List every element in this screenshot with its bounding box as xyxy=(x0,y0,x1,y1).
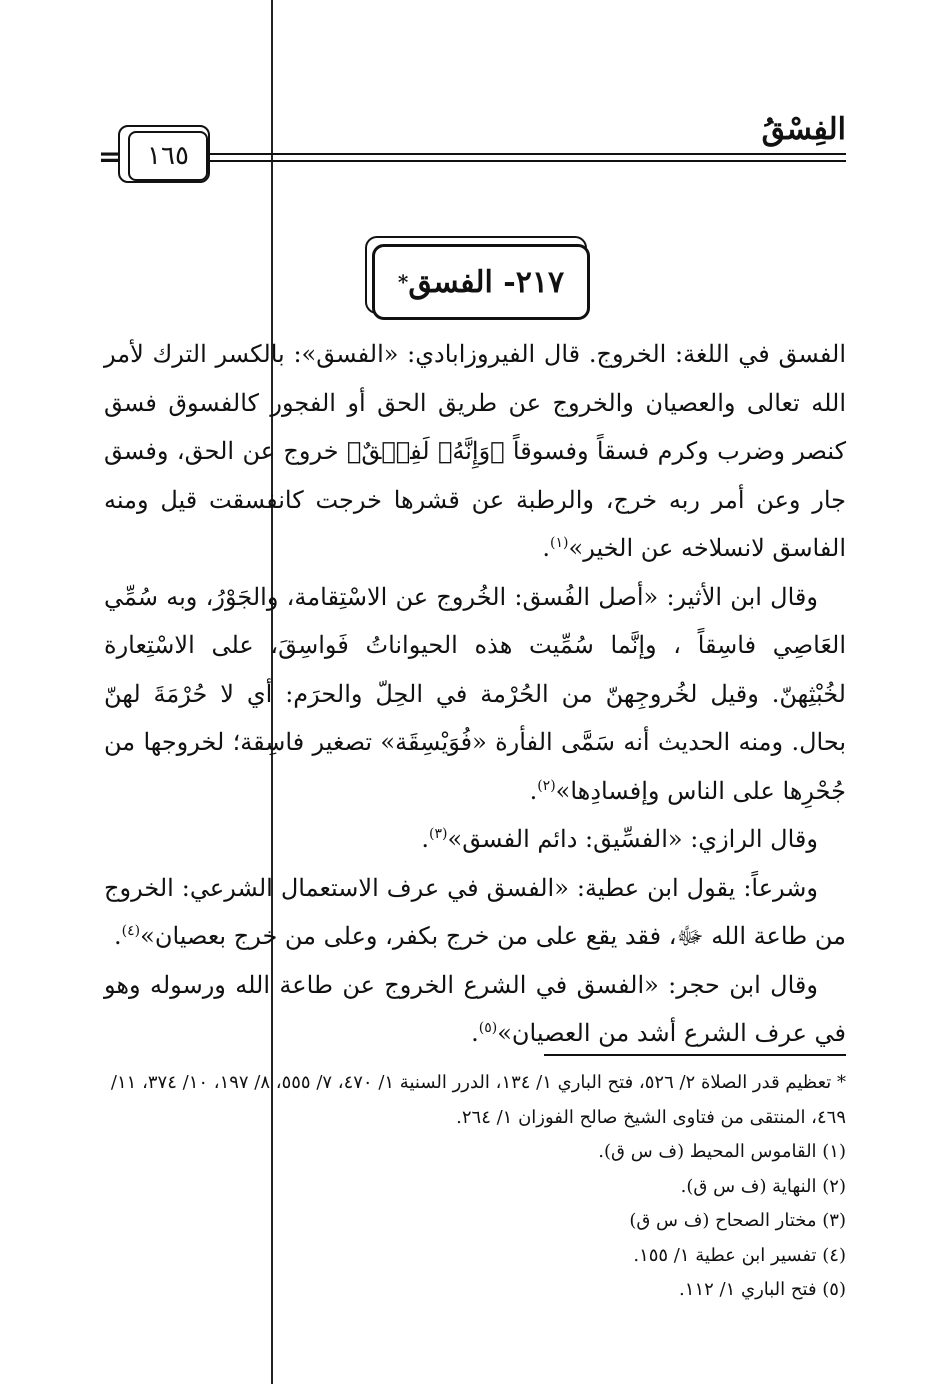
footnote-5: (٥) فتح الباري ١/ ١١٢. xyxy=(679,1279,846,1300)
footnote-1: (١) القاموس المحيط (ف س ق). xyxy=(598,1141,846,1162)
chapter-title-footnote-marker: * xyxy=(397,270,409,294)
paragraph-text: وقال ابن حجر: «الفسق في الشرع الخروج عن طاعة الله ورسوله وهو في عرف الشرع أشد من العصيان» xyxy=(104,970,846,1047)
header-rule-top xyxy=(210,153,846,155)
footnote-2: (٢) النهاية (ف س ق). xyxy=(680,1175,846,1197)
footnote-ref: (١) xyxy=(550,535,569,551)
footnote-separator xyxy=(544,1054,846,1056)
paragraph-text: الفسق في اللغة: الخروج. قال الفيروزابادي: «الفسق»: بالكسر الترك لأمر الله تعالى والعصيان والخروج عن طريق الحق أو الفجور كالفسوق فسق كنصر وضرب وكرم فسقاً وفسوقاً ﴿وَإِنَّهُۥ لَفِسۡقٌ﴾ خروج عن الحق، وفسق جار وعن أمر ربه خرج، والرطبة عن قشرها خرجت كانفسقت قيل ومنه الفاسق لانسلاخه عن الخير» xyxy=(104,340,846,562)
footnote-4: (٤) تفسير ابن عطية ١/ ١٥٥. xyxy=(633,1244,846,1266)
running-head-title: الفِسْقُ xyxy=(761,112,846,147)
footnote-ref: (٤) xyxy=(121,923,141,939)
chapter-title: ٢١٧- الفسق xyxy=(408,264,565,300)
paragraph-text: وقال ابن الأثير: «أصل الفُسق: الخُروج عن الاسْتِقامة، والجَوْرُ، وبه سُمِّي العَاصِي فاسِقاً ، وإنَّما سُمِّيت هذه الحيواناتُ فَواسِقَ، على الاسْتِعارة لخُبْثِهنّ. وقيل لخُروجِهنّ من الحُرْمة في الحِلّ والحرَم: أي لا حُرْمَةَ لهنّ بحال. ومنه الحديث أنه سَمَّى الفأرة «فُوَيْسِقَة» تصغير فاسِقة؛ لخروجها من جُحْرِها على الناس وإفسادِها» xyxy=(104,582,846,805)
paragraph-linguistic-definition: الفسق في اللغة: الخروج. قال الفيروزابادي: «الفسق»: بالكسر الترك لأمر الله تعالى والعصيان والخروج عن طريق الحق أو الفجور كالفسوق فسق كنصر وضرب وكرم فسقاً وفسوقاً ﴿وَإِنَّهُۥ لَفِسۡقٌ﴾ خروج عن الحق، وفسق جار وعن أمر ربه خرج، والرطبة عن قشرها خرجت كانفسقت قيل ومنه الفاسق لانسلاخه عن الخير»$^{(١)}$. xyxy=(104,340,846,562)
paragraph-ibn-atiyya: وشرعاً: يقول ابن عطية: «الفسق في عرف الاستعمال الشرعي: الخروج من طاعة الله ﷻ، فقد يقع على من خرج بكفر، وعلى من خرج بعصيان»$^{(٤)}$. xyxy=(104,873,846,950)
footnote-ref: (٥) xyxy=(478,1020,498,1036)
footnote-ref: (٢) xyxy=(537,777,556,794)
footnote-sources: * تعظيم قدر الصلاة ٢/ ٥٢٦، فتح الباري ١/ ١٣٤، الدرر السنية ١/ ٤٧٠، ٧/ ٥٥٥، ٨/ ١٩٧، ١٠/ ٣٧٤، ١١/ ٤٦٩، المنتقى من فتاوى الشيخ صالح الفوزان ١/ ٢٦٤. xyxy=(110,1072,846,1128)
paragraph-text: وقال الرازي: «الفسِّيق: دائم الفسق» xyxy=(447,825,818,853)
body-text xyxy=(104,330,846,1058)
header-edge-mark: = xyxy=(98,140,122,173)
page-number: ١٦٥ xyxy=(128,131,208,181)
footnotes xyxy=(100,1066,846,1308)
footnote-3: (٣) مختار الصحاح (ف س ق) xyxy=(629,1210,846,1231)
header-rule-bottom xyxy=(210,160,846,162)
footnote-ref: (٣) xyxy=(429,826,448,842)
paragraph-ibn-al-athir: وقال ابن الأثير: «أصل الفُسق: الخُروج عن الاسْتِقامة، والجَوْرُ، وبه سُمِّي العَاصِي فاسِقاً ، وإنَّما سُمِّيت هذه الحيواناتُ فَواسِقَ، على الاسْتِعارة لخُبْثِهنّ. وقيل لخُروجِهنّ من الحُرْمة في الحِلّ والحرَم: أي لا حُرْمَةَ لهنّ بحال. ومنه الحديث أنه سَمَّى الفأرة «فُوَيْسِقَة» تصغير فاسِقة؛ لخروجها من جُحْرِها على الناس وإفسادِها»$^{(٢)}$. xyxy=(104,582,846,805)
paragraph-al-razi: وقال الرازي: «الفسِّيق: دائم الفسق»$^{(٣)}$. xyxy=(421,825,818,853)
paragraph-ibn-hajar: وقال ابن حجر: «الفسق في الشرع الخروج عن طاعة الله ورسوله وهو في عرف الشرع أشد من العصيان»$^{(٥)}$. xyxy=(104,970,846,1047)
chapter-title-frame xyxy=(372,244,590,320)
paragraph-text: وشرعاً: يقول ابن عطية: «الفسق في عرف الاستعمال الشرعي: الخروج من طاعة الله ﷻ، فقد يقع على من خرج بكفر، وعلى من خرج بعصيان» xyxy=(104,873,846,950)
